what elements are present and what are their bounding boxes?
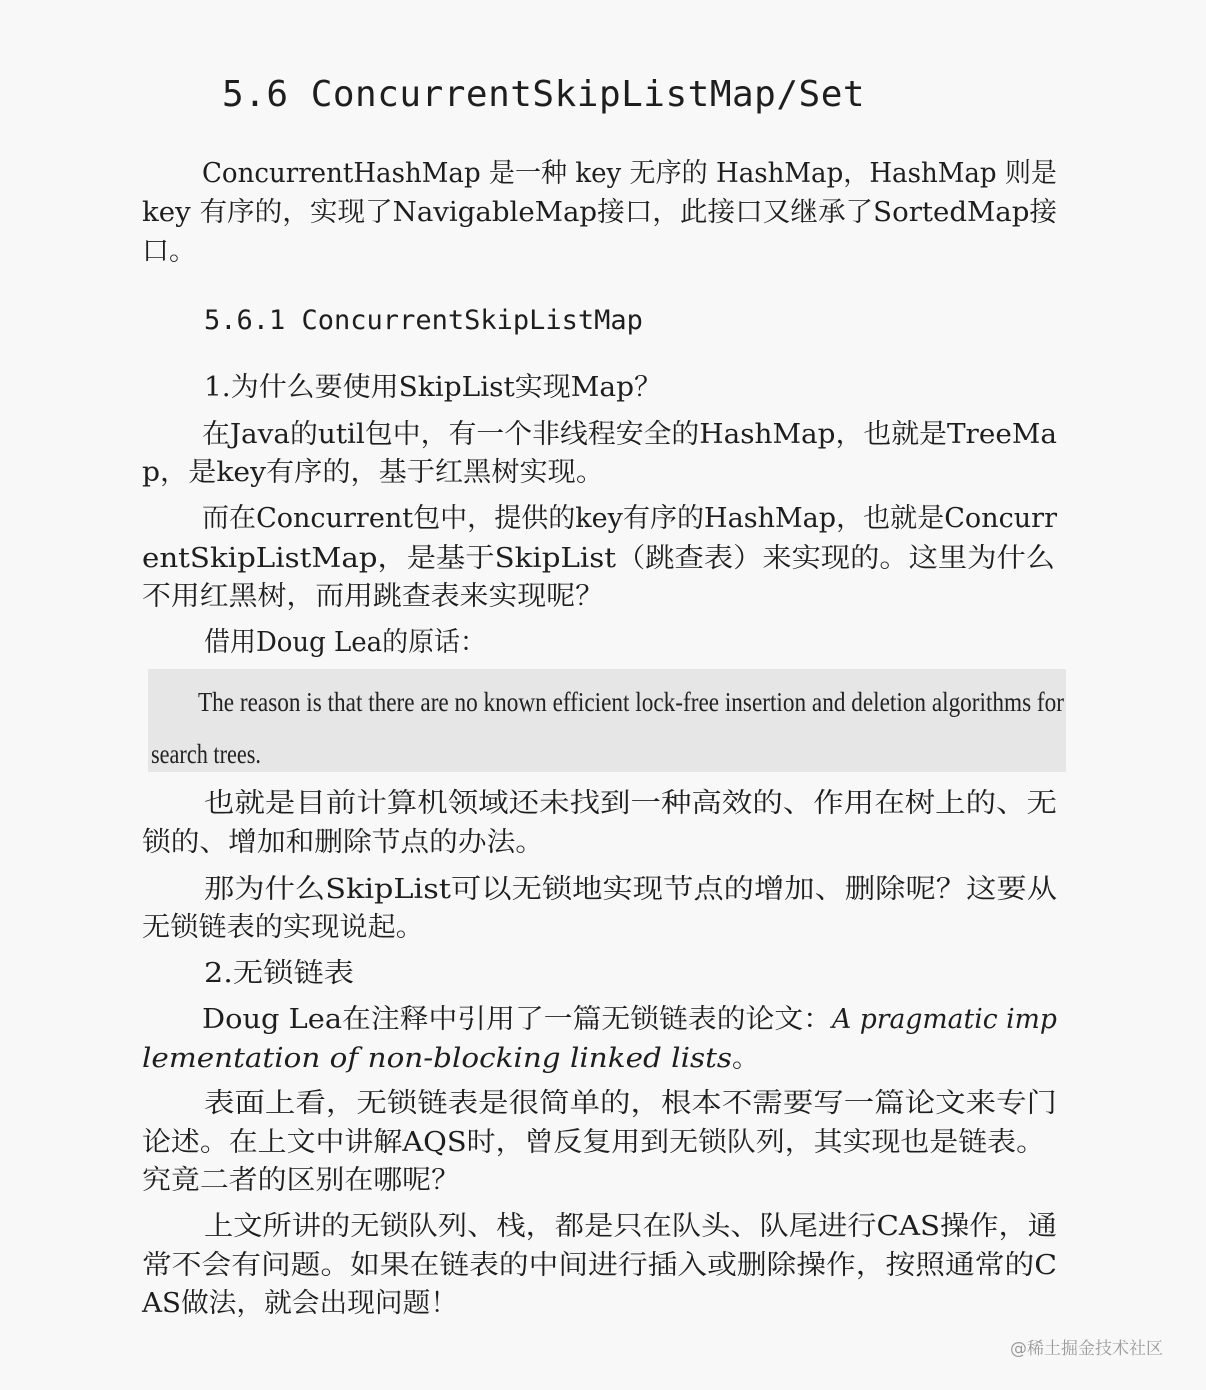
question-heading-2: 2.无锁链表 [204, 958, 354, 989]
section-title: 5.6.1 ConcurrentSkipListMap [204, 305, 643, 336]
p2-line-2: entSkipListMap，是基于SkipList（跳查表）来实现的。这里为什么 [142, 543, 1055, 574]
p4-line-2: 锁的、增加和删除节点的办法。 [142, 827, 544, 858]
watermark: @稀土掘金技术社区 [1010, 1339, 1163, 1359]
p6-text: Doug Lea在注释中引用了一篇无锁链表的论文： [202, 1004, 833, 1035]
p3-line: 借用Doug Lea的原话： [204, 627, 486, 658]
p8-line-3: AS做法，就会出现问题！ [142, 1288, 458, 1319]
p7-line-1: 表面上看，无锁链表是很简单的，根本不需要写一篇论文来专门 [204, 1088, 1057, 1119]
p1-line-1: 在Java的util包中，有一个非线程安全的HashMap，也就是TreeMa [202, 419, 1057, 450]
paper-title-part-1: A pragmatic imp [832, 1004, 1057, 1035]
p1-line-2: p，是key有序的，基于红黑树实现。 [142, 457, 604, 488]
chapter-title: 5.6 ConcurrentSkipListMap/Set [222, 74, 866, 115]
p7-line-2: 论述。在上文中讲解AQS时，曾反复用到无锁队列，其实现也是链表。 [142, 1127, 1045, 1158]
p8-line-2: 常不会有问题。如果在链表的中间进行插入或删除操作，按照通常的C [142, 1250, 1057, 1281]
p5-line-1: 那为什么SkipList可以无锁地实现节点的增加、删除呢？这要从 [204, 874, 1057, 905]
p6-line-2 [142, 1045, 759, 1072]
intro-line-2: key 有序的，实现了NavigableMap接口，此接口又继承了SortedMap接 [142, 197, 1057, 228]
p4-line-1: 也就是目前计算机领域还未找到一种高效的、作用在树上的、无 [204, 788, 1057, 819]
quote-line-2: search trees. [151, 739, 261, 769]
quote-block [148, 669, 1066, 772]
p2-line-1: 而在Concurrent包中，提供的key有序的HashMap，也就是Concurr [202, 503, 1057, 534]
question-heading-1: 1.为什么要使用SkipList实现Map？ [204, 372, 662, 403]
p5-line-2: 无锁链表的实现说起。 [142, 912, 424, 943]
p8-line-1: 上文所讲的无锁队列、栈，都是只在队头、队尾进行CAS操作，通 [204, 1211, 1057, 1242]
p2-line-3: 不用红黑树，而用跳查表来实现呢？ [142, 581, 604, 612]
intro-line-1: ConcurrentHashMap 是一种 key 无序的 HashMap，HashMap 则是 [202, 158, 1057, 189]
p6-end: 。 [732, 1043, 759, 1074]
paper-title-part-2: lementation of non-blocking linked lists [142, 1043, 732, 1074]
p7-line-3: 究竟二者的区别在哪呢？ [142, 1165, 460, 1196]
p6-line-1 [202, 1006, 1057, 1033]
intro-line-3: 口。 [142, 236, 196, 267]
quote-line-1: The reason is that there are no known efficient lock-free insertion and deletion algorithms for [198, 687, 1064, 717]
